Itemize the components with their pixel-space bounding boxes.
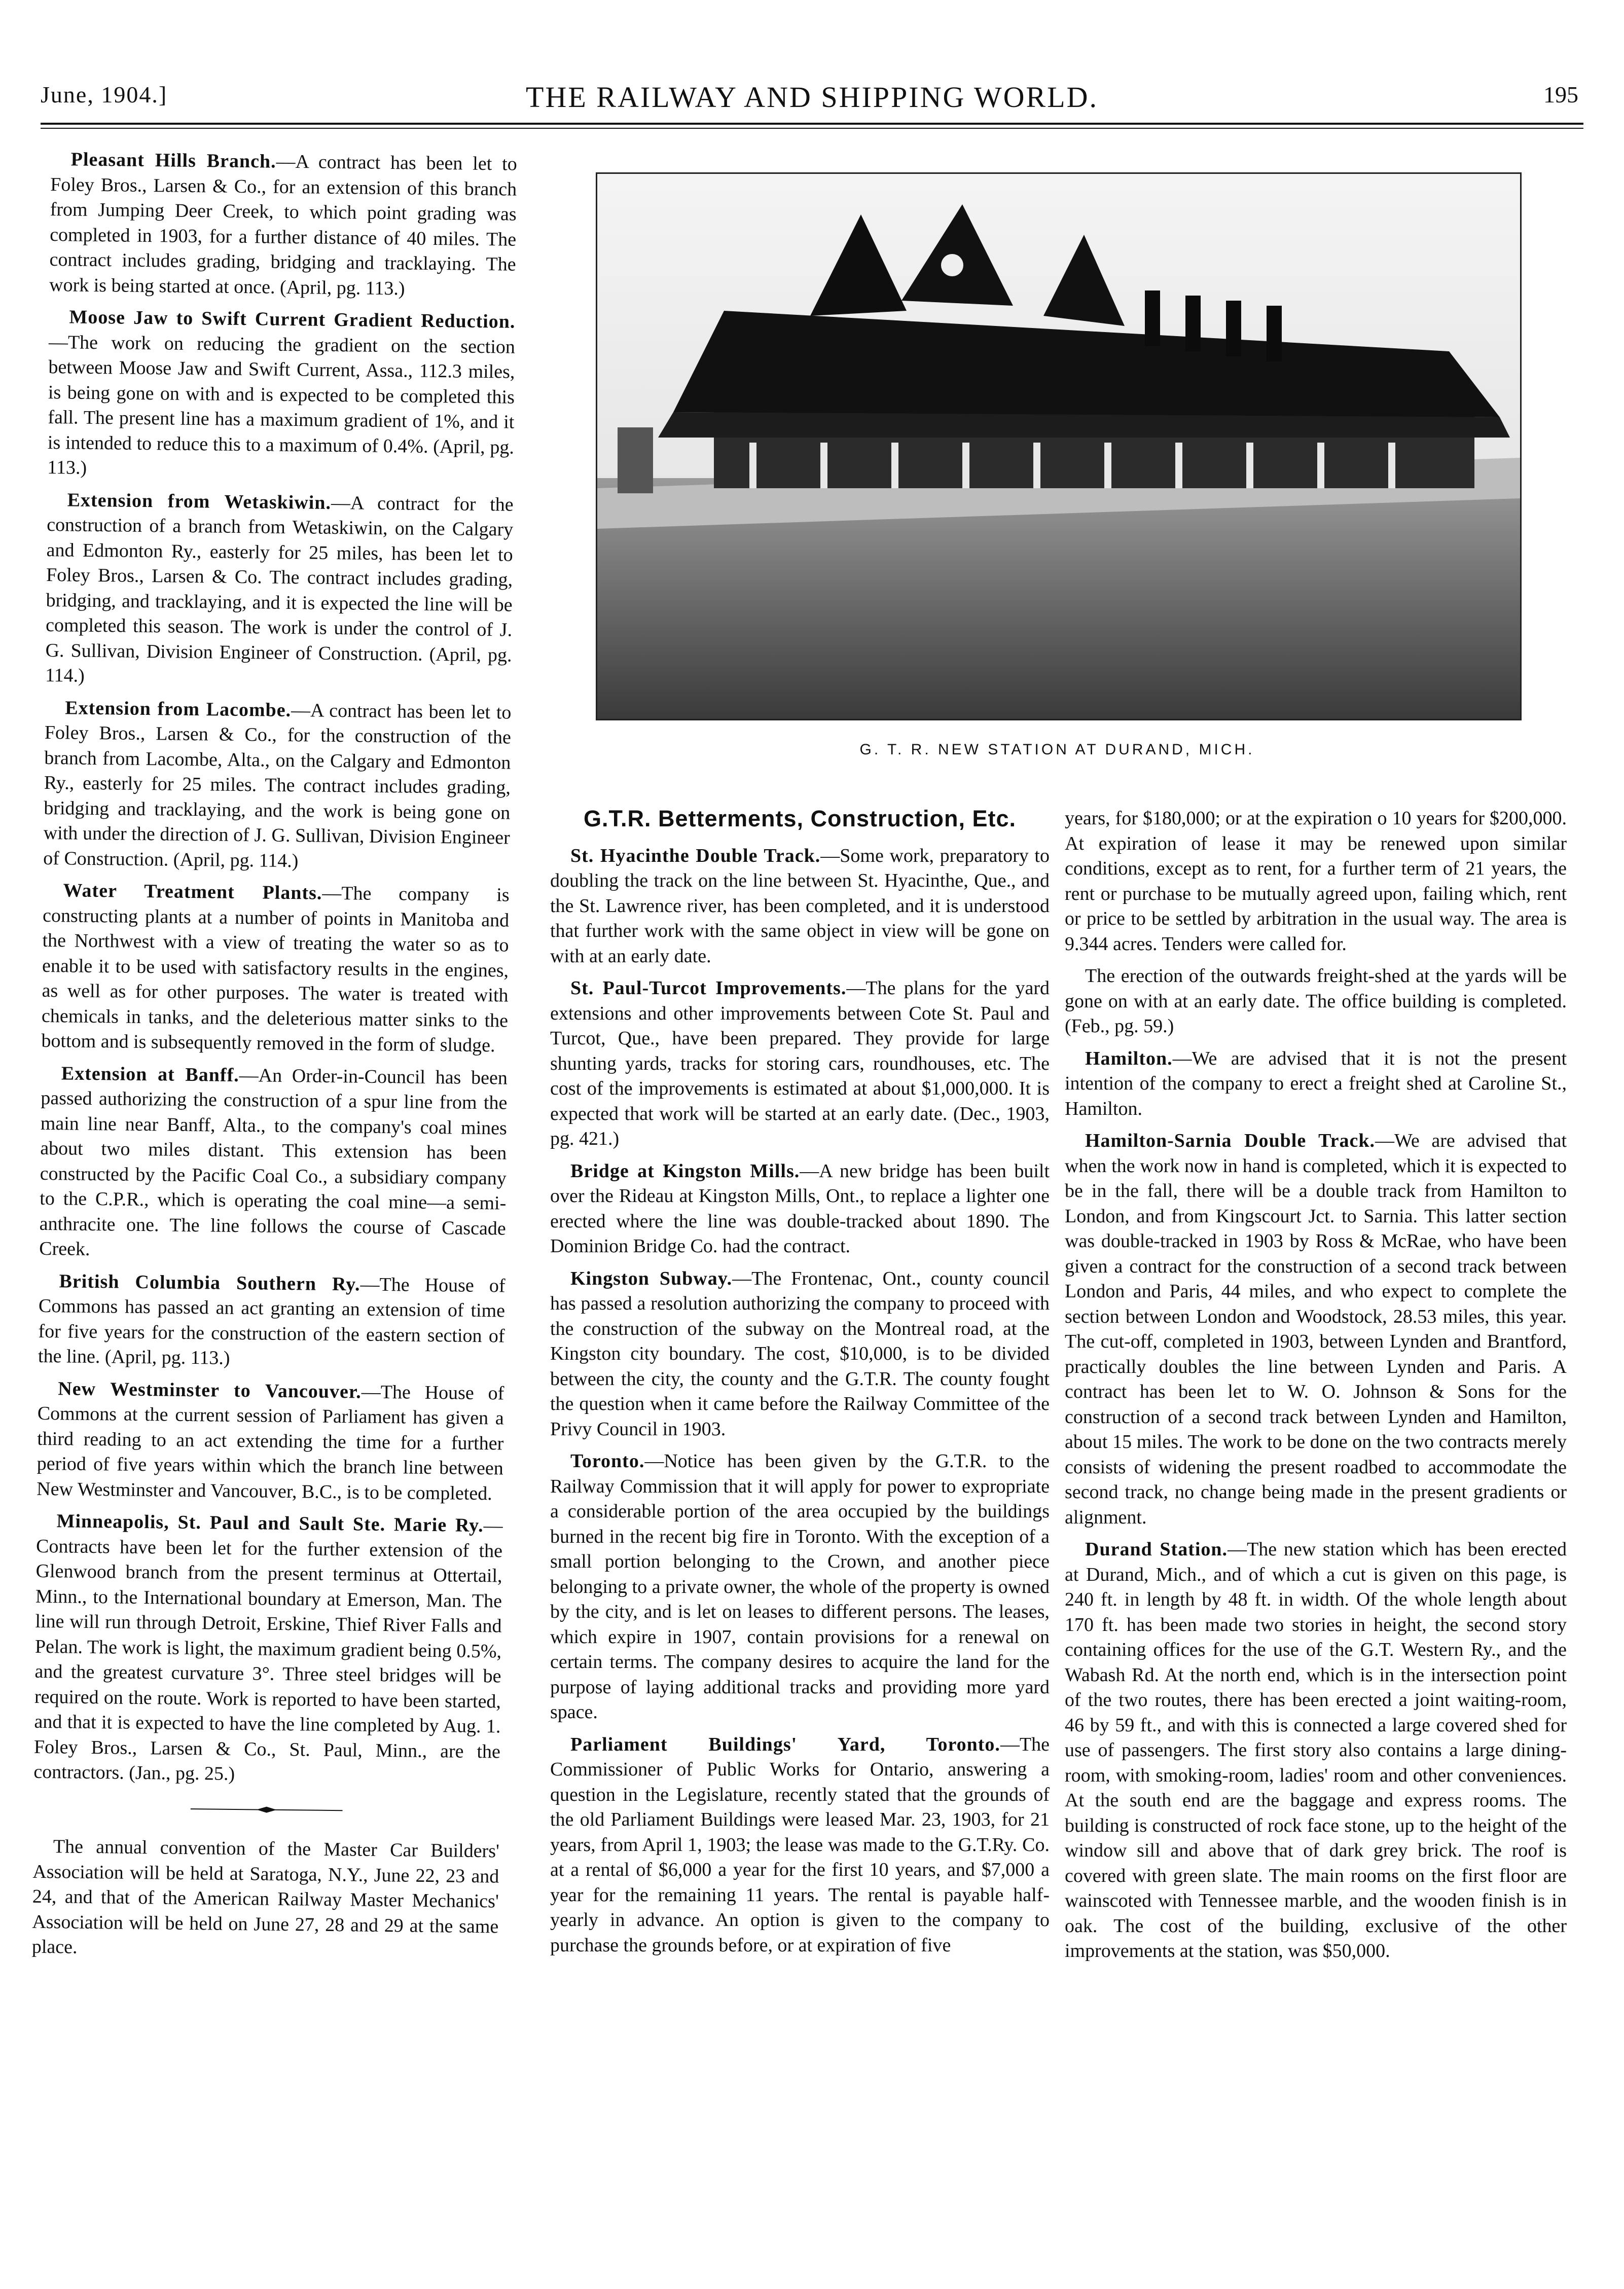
article-body: —A contract has been let to Foley Bros., Larsen & Co., for an extension of this branch from Jumping Deer Creek, to which point grading was completed in 1903, for a further distance of 40 miles. The contract includes grading, bridging and tracklaying. The work is being started at once. (April, pg. 113.) xyxy=(49,151,517,299)
header-rule-thin xyxy=(41,128,1583,129)
article-body: —The company is constructing plants at a number of points in Manitoba and the Northwest with a view of treating the water so as to enable it to be used with satisfactory results in the engines, as well as for other purposes. The water is treated with chemicals in tanks, and the deleterious matter sinks to the bottom and is subsequently removed in the form of sludge. xyxy=(41,882,510,1057)
column-1 xyxy=(31,147,517,1972)
article-body: —Notice has been given by the G.T.R. to the Railway Commission that it will apply for power to expropriate a considerable portion of the area occupied by the buildings burned in the recent big fire in Toronto. With the exception of a small portion belonging to the Crown, and another piece belonging to a private owner, the whole of the property is owned by the city, and is let on leases to different persons. The leases, which expire in 1907, contain provisions for a renewal on certain terms. The company desires to acquire the land for the purpose of laying additional tracks and providing more yard space. xyxy=(550,1450,1050,1723)
article-title: Water Treatment Plants. xyxy=(63,880,322,904)
article-wetaskiwin xyxy=(45,487,514,693)
convention-note: The annual convention of the Master Car Builders' Association will be held at Saratoga, N.Y., June 22, 23 and 24, and that of the American Railway Master Mechanics' Association will be held on June 27, 28 and 29 at the same place. xyxy=(31,1836,500,1958)
article-body: —A contract has been let to Foley Bros., Larsen & Co., for the construction of the branch from Lacombe, Alta., on the Calgary and Edmonton Ry., easterly for 25 miles. The contract includes grading, bridging and tracklaying, and the work is being gone on with under the direction of J. G. Sullivan, Division Engineer of Construction. (April, pg. 114.) xyxy=(43,699,512,871)
article-kingston-subway xyxy=(550,1266,1050,1442)
article-title: Kingston Subway. xyxy=(570,1267,733,1289)
issue-date: June, 1904.] xyxy=(41,82,168,107)
article-body: —The plans for the yard extensions and other improvements between Cote St. Paul and Turcot, Que., have been prepared. They provide for large shunting yards, tracks for storing cars, roundhouses, etc. The cost of the improvements is estimated at about $1,000,000. It is expected that work will be started at an early date. (Dec., 1903, pg. 421.) xyxy=(550,977,1050,1149)
article-body: —The Frontenac, Ont., county council has passed a resolution authorizing the company to proceed with the construction of the subway on the Montreal road, at the Kingston city boundary. The cost, $10,000, is to be divided between the city, the county and the G.T.R. The county fought the question when it came before the Railway Committee of the Privy Council in 1903. xyxy=(550,1267,1050,1440)
column-2 xyxy=(550,806,1050,1965)
article-title: Extension at Banff. xyxy=(61,1062,239,1086)
continued-text: years, for $180,000; or at the expiration o 10 years for $200,000. At expiration of lease it may be renewed upon similar conditions, except as to rent, for a further term of 21 years, the rent or purchase to be mutually agreed upon, failing which, rent or price to be settled by arbitration in the usual way. The area is 9.344 acres. Tenders were called for. xyxy=(1065,808,1567,955)
article-hamilton-sarnia xyxy=(1065,1129,1567,1530)
article-body: —Some work, preparatory to doubling the track on the line between St. Hyacinthe, Que., and the St. Lawrence river, has been completed, and it is understood that further work with the same object in view will be gone on with at an early date. xyxy=(550,845,1050,967)
article-title: Bridge at Kingston Mills. xyxy=(570,1160,800,1182)
article-parliament-yard xyxy=(550,1732,1050,1958)
article-title: New Westminster to Vancouver. xyxy=(58,1377,362,1403)
article-moose-jaw xyxy=(47,305,516,485)
article-body: —Contracts have been let for the further extension of the Glenwood branch from the present terminus at Ottertail, Minn., to the International boundary at Emerson, Man. The line will run through Detroit, Erskine, Thief River Falls and Pelan. The work is light, the maximum gradient being 0.5%, and the greatest curvature 3°. Three steel bridges will be required on the route. Work is reported to have been started, and that it is expected to have the line completed by Aug. 1. Foley Bros., Larsen & Co., St. Paul, Minn., are the contractors. (Jan., pg. 25.) xyxy=(33,1515,503,1785)
article-title: Pleasant Hills Branch. xyxy=(70,149,276,172)
article-banff xyxy=(39,1061,508,1266)
continued-text-2: The erection of the outwards freight-shed at the yards will be gone on with at an early date. The office building is completed. (Feb., pg. 59.) xyxy=(1065,965,1567,1037)
article-hamilton xyxy=(1065,1046,1567,1122)
article-body: —An Order-in-Council has been passed authorizing the construction of a spur line from the main line near Banff, Alta., to the company's coal mines about two miles distant. This extension has been constructed by the Pacific Coal Co., a subsidiary company to the C.P.R., which is operating the coal mine—a semi-anthracite one. The line follows the course of Cascade Creek. xyxy=(39,1064,508,1260)
article-body: —The Commissioner of Public Works for Ontario, answering a question in the Legislature, recently stated that the grounds of the old Parliament Buildings were leased Mar. 23, 1903, for 21 years, from April 1, 1903; the lease was made to the G.T.Ry. Co. at a rental of $6,000 a year for the first 10 years, and $7,000 a year for the remaining 11 years. The rental is payable half-yearly in advance. An option is given to the company to purchase the grounds before, or at expiration of five xyxy=(550,1733,1050,1956)
header-rule xyxy=(41,123,1583,125)
journal-title: THE RAILWAY AND SHIPPING WORLD. xyxy=(526,81,1098,114)
article-title: Extension from Wetaskiwin. xyxy=(67,489,332,514)
page-number: 195 xyxy=(1543,82,1578,107)
article-water-treatment xyxy=(41,878,510,1059)
article-soo-line xyxy=(33,1509,503,1790)
section-heading: G.T.R. Betterments, Construction, Etc. xyxy=(583,806,1017,831)
article-kingston-mills xyxy=(550,1159,1050,1259)
article-pleasant-hills xyxy=(49,147,517,303)
article-body: —We are advised that it is not the present intention of the company to erect a freight shed at Caroline St., Hamilton. xyxy=(1065,1047,1567,1119)
article-title: St. Paul-Turcot Improvements. xyxy=(570,977,847,999)
running-header xyxy=(41,81,1583,117)
article-body: —The House of Commons at the current session of Parliament has given a third reading to an act extending the time for a further period of five years within which the branch line between New Westminster and Vancouver, B.C., is to be completed. xyxy=(37,1381,504,1504)
article-title: Toronto. xyxy=(570,1450,645,1472)
article-st-hyacinthe xyxy=(550,844,1050,969)
article-title: Moose Jaw to Swift Current Gradient Reduction. xyxy=(69,306,516,333)
article-body: —We are advised that when the work now in hand is completed, which it is expected to be in the fall, there will be a double track from Hamilton to London, and from Kingscourt Jct. to Sarnia. This latter section was double-tracked in 1903 by Ross & McRae, who have been given a contract for the construction of a second track between London and Paris, 44 miles, and who expect to complete the section between London and Woodstock, 28.53 miles, this year. The cut-off, completed in 1903, between Lynden and Brantford, practically doubles the line between Lynden and Paris. A contract has been let to W. O. Johnson & Sons for the construction of a second track between Lynden and Hamilton, about 15 miles. The work to be done on the two contracts merely consists of widening the present roadbed to accommodate the second track, no change being made in the present gradients or alignment. xyxy=(1065,1130,1567,1528)
article-toronto xyxy=(550,1449,1050,1725)
article-title: Hamilton-Sarnia Double Track. xyxy=(1085,1130,1376,1151)
article-st-paul-turcot xyxy=(550,976,1050,1152)
article-title: Parliament Buildings' Yard, Toronto. xyxy=(570,1733,1000,1755)
article-title: Durand Station. xyxy=(1085,1539,1228,1560)
figure-caption: G. T. R. NEW STATION AT DURAND, MICH. xyxy=(859,741,1255,758)
article-body: —The House of Commons has passed an act granting an extension of time for five years for the construction of the eastern section of the line. (April, pg. 113.) xyxy=(38,1274,506,1369)
column-3 xyxy=(1065,806,1567,1971)
article-body: —The work on reducing the gradient on the section between Moose Jaw and Swift Current, Assa., 112.3 miles, is being gone on with and is expected to be completed this fall. The present line has a maximum gradient of 1%, and it is intended to reduce this to a maximum of 0.4%. (April, pg. 113.) xyxy=(47,331,516,479)
article-title: Minneapolis, St. Paul and Sault Ste. Marie Ry. xyxy=(56,1510,484,1537)
article-title: Extension from Lacombe. xyxy=(65,697,292,721)
station-photograph xyxy=(596,172,1522,720)
article-title: Hamilton. xyxy=(1085,1047,1173,1069)
article-body: —A contract for the construction of a branch from Wetaskiwin, on the Calgary and Edmonton Ry., easterly for 25 miles, has been let to Foley Bros., Larsen & Co. The contract includes grading, bridging, and tracklaying, and it is expected the line will be completed this season. The work is under the control of J. G. Sullivan, Division Engineer of Construction. (April, pg. 114.) xyxy=(45,492,514,686)
article-body: —The new station which has been erected at Durand, Mich., and of which a cut is given on this page, is 240 ft. in length by 48 ft. in width. Of the whole length about 170 ft. has been made two stories in height, the second story containing offices for the use of the G.T. Western Ry., and the Wabash Rd. At the north end, which is in the intersection point of the two routes, there has been erected a joint waiting-room, 46 by 59 ft., and with this is connected a large covered shed for use of passengers. The first story also contains a large dining-room, with smoking-room, ladies' room and other conveniences. At the south end are the baggage and express rooms. The building is constructed of rock face stone, up to the height of the window sill and above that of dark grey brick. The roof is covered with green slate. The main rooms on the first floor are wainscoted with Tennessee marble, and the wooden finish is in oak. The cost of the building, exclusive of the other improvements at the station, was $50,000. xyxy=(1065,1539,1567,1961)
article-durand-station xyxy=(1065,1537,1567,1964)
article-new-westminster xyxy=(37,1376,504,1506)
article-bc-southern xyxy=(38,1268,506,1374)
article-title: British Columbia Southern Ry. xyxy=(59,1270,360,1295)
article-body: —A new bridge has been built over the Rideau at Kingston Mills, Ont., to replace a lighter one erected where the line was double-tracked about 1890. The Dominion Bridge Co. had the contract. xyxy=(550,1160,1050,1257)
article-title: St. Hyacinthe Double Track. xyxy=(570,845,821,866)
section-divider-ornament xyxy=(33,1795,499,1825)
article-lacombe xyxy=(43,695,512,876)
